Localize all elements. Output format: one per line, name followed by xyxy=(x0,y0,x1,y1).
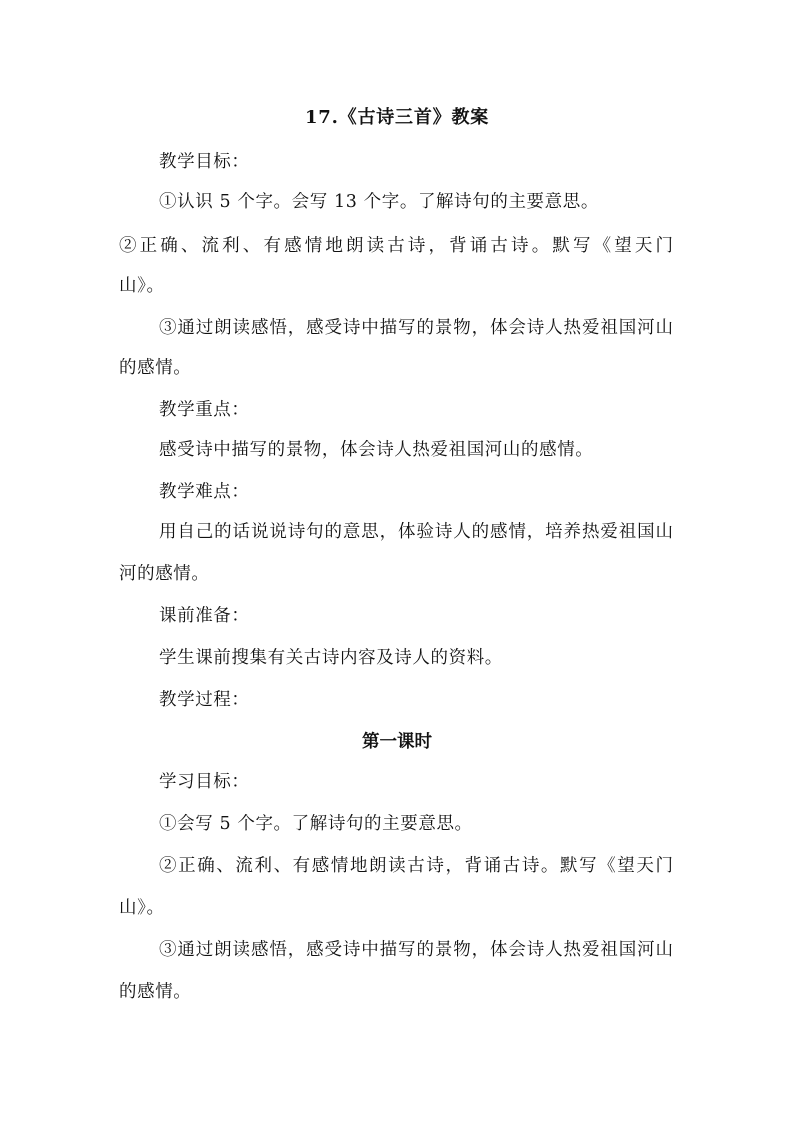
key-points-text: 感受诗中描写的景物，体会诗人热爱祖国河山的感情。 xyxy=(159,440,594,460)
process-heading: 教学过程： xyxy=(159,690,250,710)
difficulties-text: 用自己的话说说诗句的意思，体验诗人的感情，培养热爱祖国山 xyxy=(159,522,673,542)
learning-goal-1: ①会写 5 个字。了解诗句的主要意思。 xyxy=(159,814,473,834)
learning-goal-3-cont: 的感情。 xyxy=(119,982,192,1002)
learning-goal-2-cont: 山》。 xyxy=(119,898,165,918)
key-points-heading: 教学重点： xyxy=(159,400,250,420)
teaching-goals-heading: 教学目标： xyxy=(159,152,250,172)
teaching-goal-3: ③通过朗读感悟，感受诗中描写的景物，体会诗人热爱祖国河山 xyxy=(159,318,673,338)
document-title: 17.《古诗三首》教案 xyxy=(304,107,490,128)
difficulties-heading: 教学难点： xyxy=(159,482,250,502)
preparation-heading: 课前准备： xyxy=(159,606,250,626)
teaching-goal-1: ①认识 5 个字。会写 13 个字。了解诗句的主要意思。 xyxy=(159,192,599,212)
teaching-goal-2-cont: 山》。 xyxy=(119,276,165,296)
learning-goals-heading: 学习目标： xyxy=(159,772,250,792)
difficulties-text-cont: 河的感情。 xyxy=(119,564,210,584)
teaching-goal-2: ②正确、流利、有感情地朗读古诗，背诵古诗。默写《望天门 xyxy=(119,236,673,256)
learning-goal-3: ③通过朗读感悟，感受诗中描写的景物，体会诗人热爱祖国河山 xyxy=(159,940,673,960)
lesson-title: 第一课时 xyxy=(362,732,432,752)
preparation-text: 学生课前搜集有关古诗内容及诗人的资料。 xyxy=(159,648,503,668)
teaching-goal-3-cont: 的感情。 xyxy=(119,358,192,378)
learning-goal-2: ②正确、流利、有感情地朗读古诗，背诵古诗。默写《望天门 xyxy=(159,856,673,876)
